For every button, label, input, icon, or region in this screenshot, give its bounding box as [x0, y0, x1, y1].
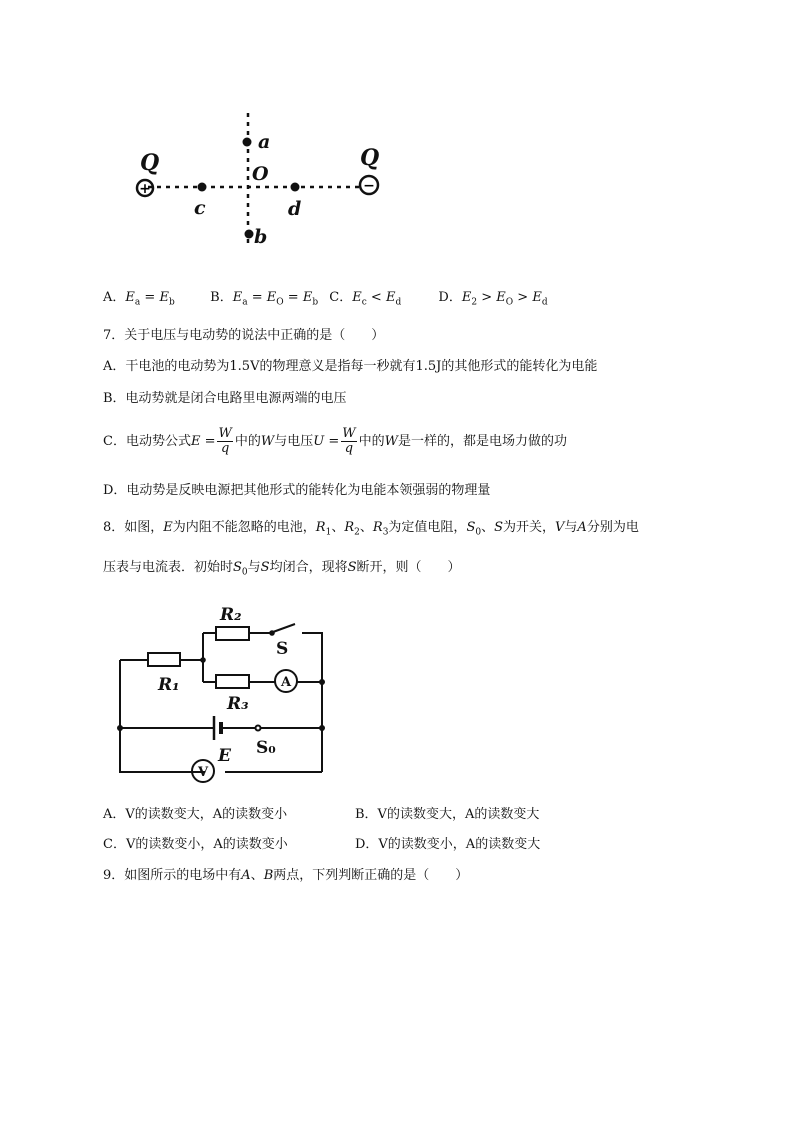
q9-stem: 9．如图所示的电场中有A、B两点，下列判断正确的是（ ）	[103, 868, 469, 883]
figure-charges	[120, 105, 410, 265]
label-r1: R₁	[158, 675, 180, 695]
q6-option-b[interactable]: B．$E_a = E_O = E_b$	[210, 290, 319, 308]
switch-s0-contact	[256, 726, 261, 731]
point-b	[245, 230, 254, 239]
label-r2: R₂	[220, 605, 242, 625]
q7-stem: 7．关于电压与电动势的说法中正确的是（ ）	[103, 328, 385, 343]
label-s0: S₀	[256, 738, 276, 758]
q7-option-a[interactable]: A．干电池的电动势为1.5V的物理意义是指每一秒就有1.5J的其他形式的能转化为电能	[103, 359, 598, 374]
q6-options	[103, 288, 548, 313]
label-b: b	[254, 226, 268, 248]
q8-options-row1	[103, 805, 539, 825]
label-r3: R₃	[227, 694, 249, 714]
q6-option-c[interactable]: C．$E_c < E_d$	[329, 290, 402, 308]
point-a	[243, 138, 252, 147]
label-d: d	[288, 198, 302, 220]
point-c	[198, 183, 207, 192]
label-o: O	[252, 163, 269, 185]
label-q-right: Q	[360, 145, 380, 171]
switch-s-blade[interactable]	[273, 624, 295, 632]
q7-option-c[interactable]: C．电动势公式E = $\frac{W}{q}$ 中的W与电压U = $\frac{W}{q}$ 中的W是一样的，都是电场力做的功	[103, 426, 568, 456]
label-q-left: Q	[140, 150, 160, 176]
plus-sign: +	[139, 181, 151, 197]
q7-option-b[interactable]: B．电动势就是闭合电路里电源两端的电压	[103, 391, 347, 406]
minus-sign: −	[363, 178, 375, 194]
node-right-top	[319, 679, 325, 685]
q6-option-a[interactable]: A．$E_a = E_b$	[103, 290, 175, 308]
label-c: c	[194, 197, 206, 219]
q6-option-d[interactable]: D．$E_2 > E_O > E_d$	[438, 290, 548, 308]
label-e: E	[218, 746, 231, 766]
q8-option-b[interactable]: B．V的读数变大，A的读数变大	[355, 807, 540, 822]
wire-right	[302, 633, 322, 728]
point-d	[291, 183, 300, 192]
q8-option-d[interactable]: D．V的读数变小，A的读数变大	[355, 837, 541, 852]
switch-s-pivot	[269, 630, 275, 636]
resistor-r1	[148, 653, 180, 666]
label-s: S	[276, 639, 289, 659]
fraction-w-over-q-2: $\frac{W}{q}$	[342, 426, 356, 456]
q7-option-d[interactable]: D．电动势是反映电源把其他形式的能转化为电能本领强弱的物理量	[103, 483, 491, 498]
node-left	[200, 657, 206, 663]
q8-options-row2	[103, 835, 540, 855]
node-right-mid	[319, 725, 325, 731]
resistor-r3	[216, 675, 249, 688]
figure-circuit	[110, 598, 340, 786]
q8-stem-line1: 8．如图，E为内阻不能忽略的电池，$R_1$、$R_2$、$R_3$为定值电阻，$S_0$、S为开关，V与A分别为电	[103, 520, 639, 538]
q8-stem-line2: 压表与电流表．初始时$S_0$与S均闭合，现将S断开，则（ ）	[103, 560, 461, 578]
q8-option-a[interactable]: A．V的读数变大，A的读数变小	[103, 807, 288, 822]
voltmeter-letter: V	[197, 765, 209, 780]
ammeter-letter: A	[280, 675, 292, 690]
q8-option-c[interactable]: C．V的读数变小，A的读数变小	[103, 837, 288, 852]
fraction-w-over-q: $\frac{W}{q}$	[218, 426, 232, 456]
label-a: a	[258, 131, 271, 153]
resistor-r2	[216, 627, 249, 640]
node-left-mid	[117, 725, 123, 731]
